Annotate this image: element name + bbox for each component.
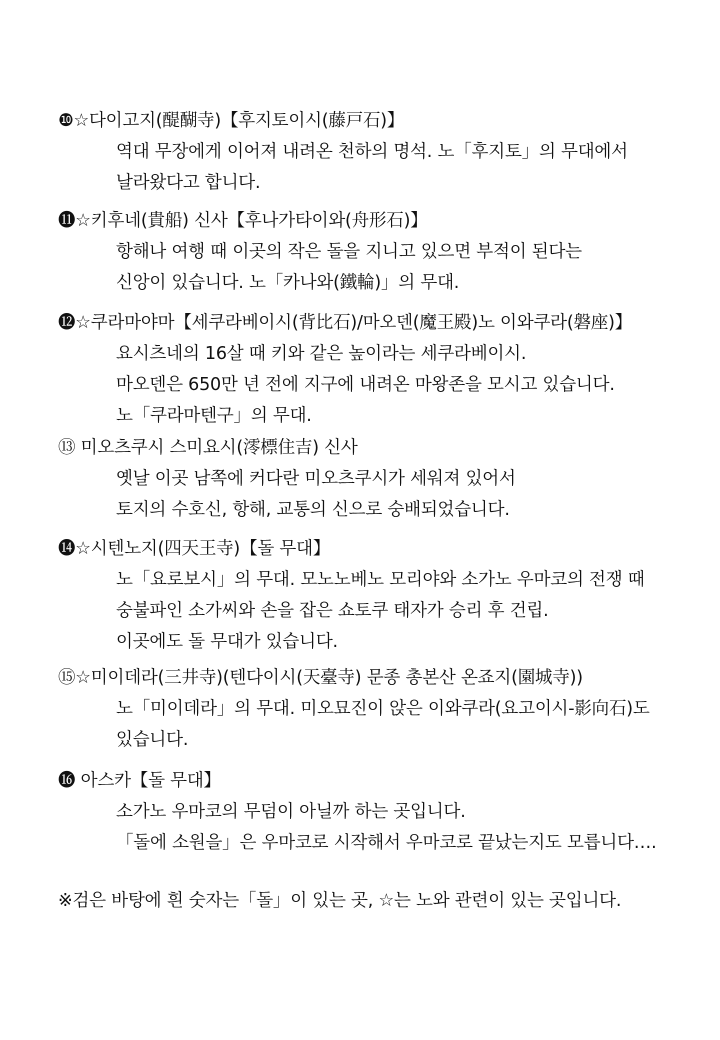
entry-text: 소가노 우마코의 무덤이 아닐까 하는 곳입니다. — [116, 802, 466, 822]
entry-text: 숭불파인 소가씨와 손을 잡은 쇼토쿠 태자가 승리 후 건립. — [116, 601, 549, 621]
entry-heading: ⓬☆쿠라마야마【세쿠라베이시(背比石)/마오덴(魔王殿)노 이와쿠라(磐座)】 — [58, 313, 633, 333]
entry-heading: ❿☆다이고지(醍醐寺)【후지토이시(藤戸石)】 — [58, 111, 405, 131]
entry-kuramayama — [58, 312, 698, 427]
entry-text: 항해나 여행 때 이곳의 작은 돌을 지니고 있으면 부적이 된다는 — [116, 242, 582, 262]
entry-text: 요시츠네의 16살 때 키와 같은 높이라는 세쿠라베이시. — [116, 344, 527, 364]
entry-asuka — [58, 770, 698, 854]
entry-heading: ⑮☆미이데라(三井寺)(텐다이시(天臺寺) 문종 총본산 온죠지(園城寺)) — [58, 668, 583, 688]
entry-text: 마오덴은 650만 년 전에 지구에 내려온 마왕존을 모시고 있습니다. — [116, 375, 615, 395]
entry-miotsukushi — [58, 437, 698, 521]
entry-text: 옛날 이곳 남쪽에 커다란 미오츠쿠시가 세워져 있어서 — [116, 469, 516, 489]
entry-shitennoji — [58, 538, 698, 653]
entry-kifune — [58, 210, 698, 294]
entry-text: 「돌에 소원을」은 우마코로 시작해서 우마코로 끝났는지도 모릅니다…. — [116, 833, 657, 853]
entry-heading: ⓫☆키후네(貴船) 신사【후나가타이와(舟形石)】 — [58, 211, 428, 231]
entry-text: 토지의 수호신, 항해, 교통의 신으로 숭배되었습니다. — [116, 500, 510, 520]
entry-text: 있습니다. — [116, 730, 189, 750]
entry-heading: ⑬ 미오츠쿠시 스미요시(澪標住吉) 신사 — [58, 438, 358, 458]
entry-text: 신앙이 있습니다. 노「카나와(鐵輪)」의 무대. — [116, 273, 460, 293]
entry-text: 노「쿠라마텐구」의 무대. — [116, 406, 312, 426]
entry-text: 역대 무장에게 이어져 내려온 천하의 명석. 노「후지토」의 무대에서 — [116, 142, 628, 162]
entry-heading: ⓰ 아스카【돌 무대】 — [58, 771, 221, 791]
entry-heading: ⓮☆시텐노지(四天王寺)【돌 무대】 — [58, 539, 331, 559]
entry-text: 노「요로보시」의 무대. 모노노베노 모리야와 소가노 우마코의 전쟁 때 — [116, 570, 645, 590]
entry-daigoji — [58, 110, 698, 194]
entry-text: 노「미이데라」의 무대. 미오묘진이 앉은 이와쿠라(요고이시-影向石)도 — [116, 699, 650, 719]
entry-text: 이곳에도 돌 무대가 있습니다. — [116, 632, 338, 652]
entry-text: 날라왔다고 합니다. — [116, 173, 261, 193]
footnote: ※검은 바탕에 흰 숫자는「돌」이 있는 곳, ☆는 노와 관련이 있는 곳입니다. — [58, 891, 622, 911]
entry-miidera — [58, 667, 698, 751]
